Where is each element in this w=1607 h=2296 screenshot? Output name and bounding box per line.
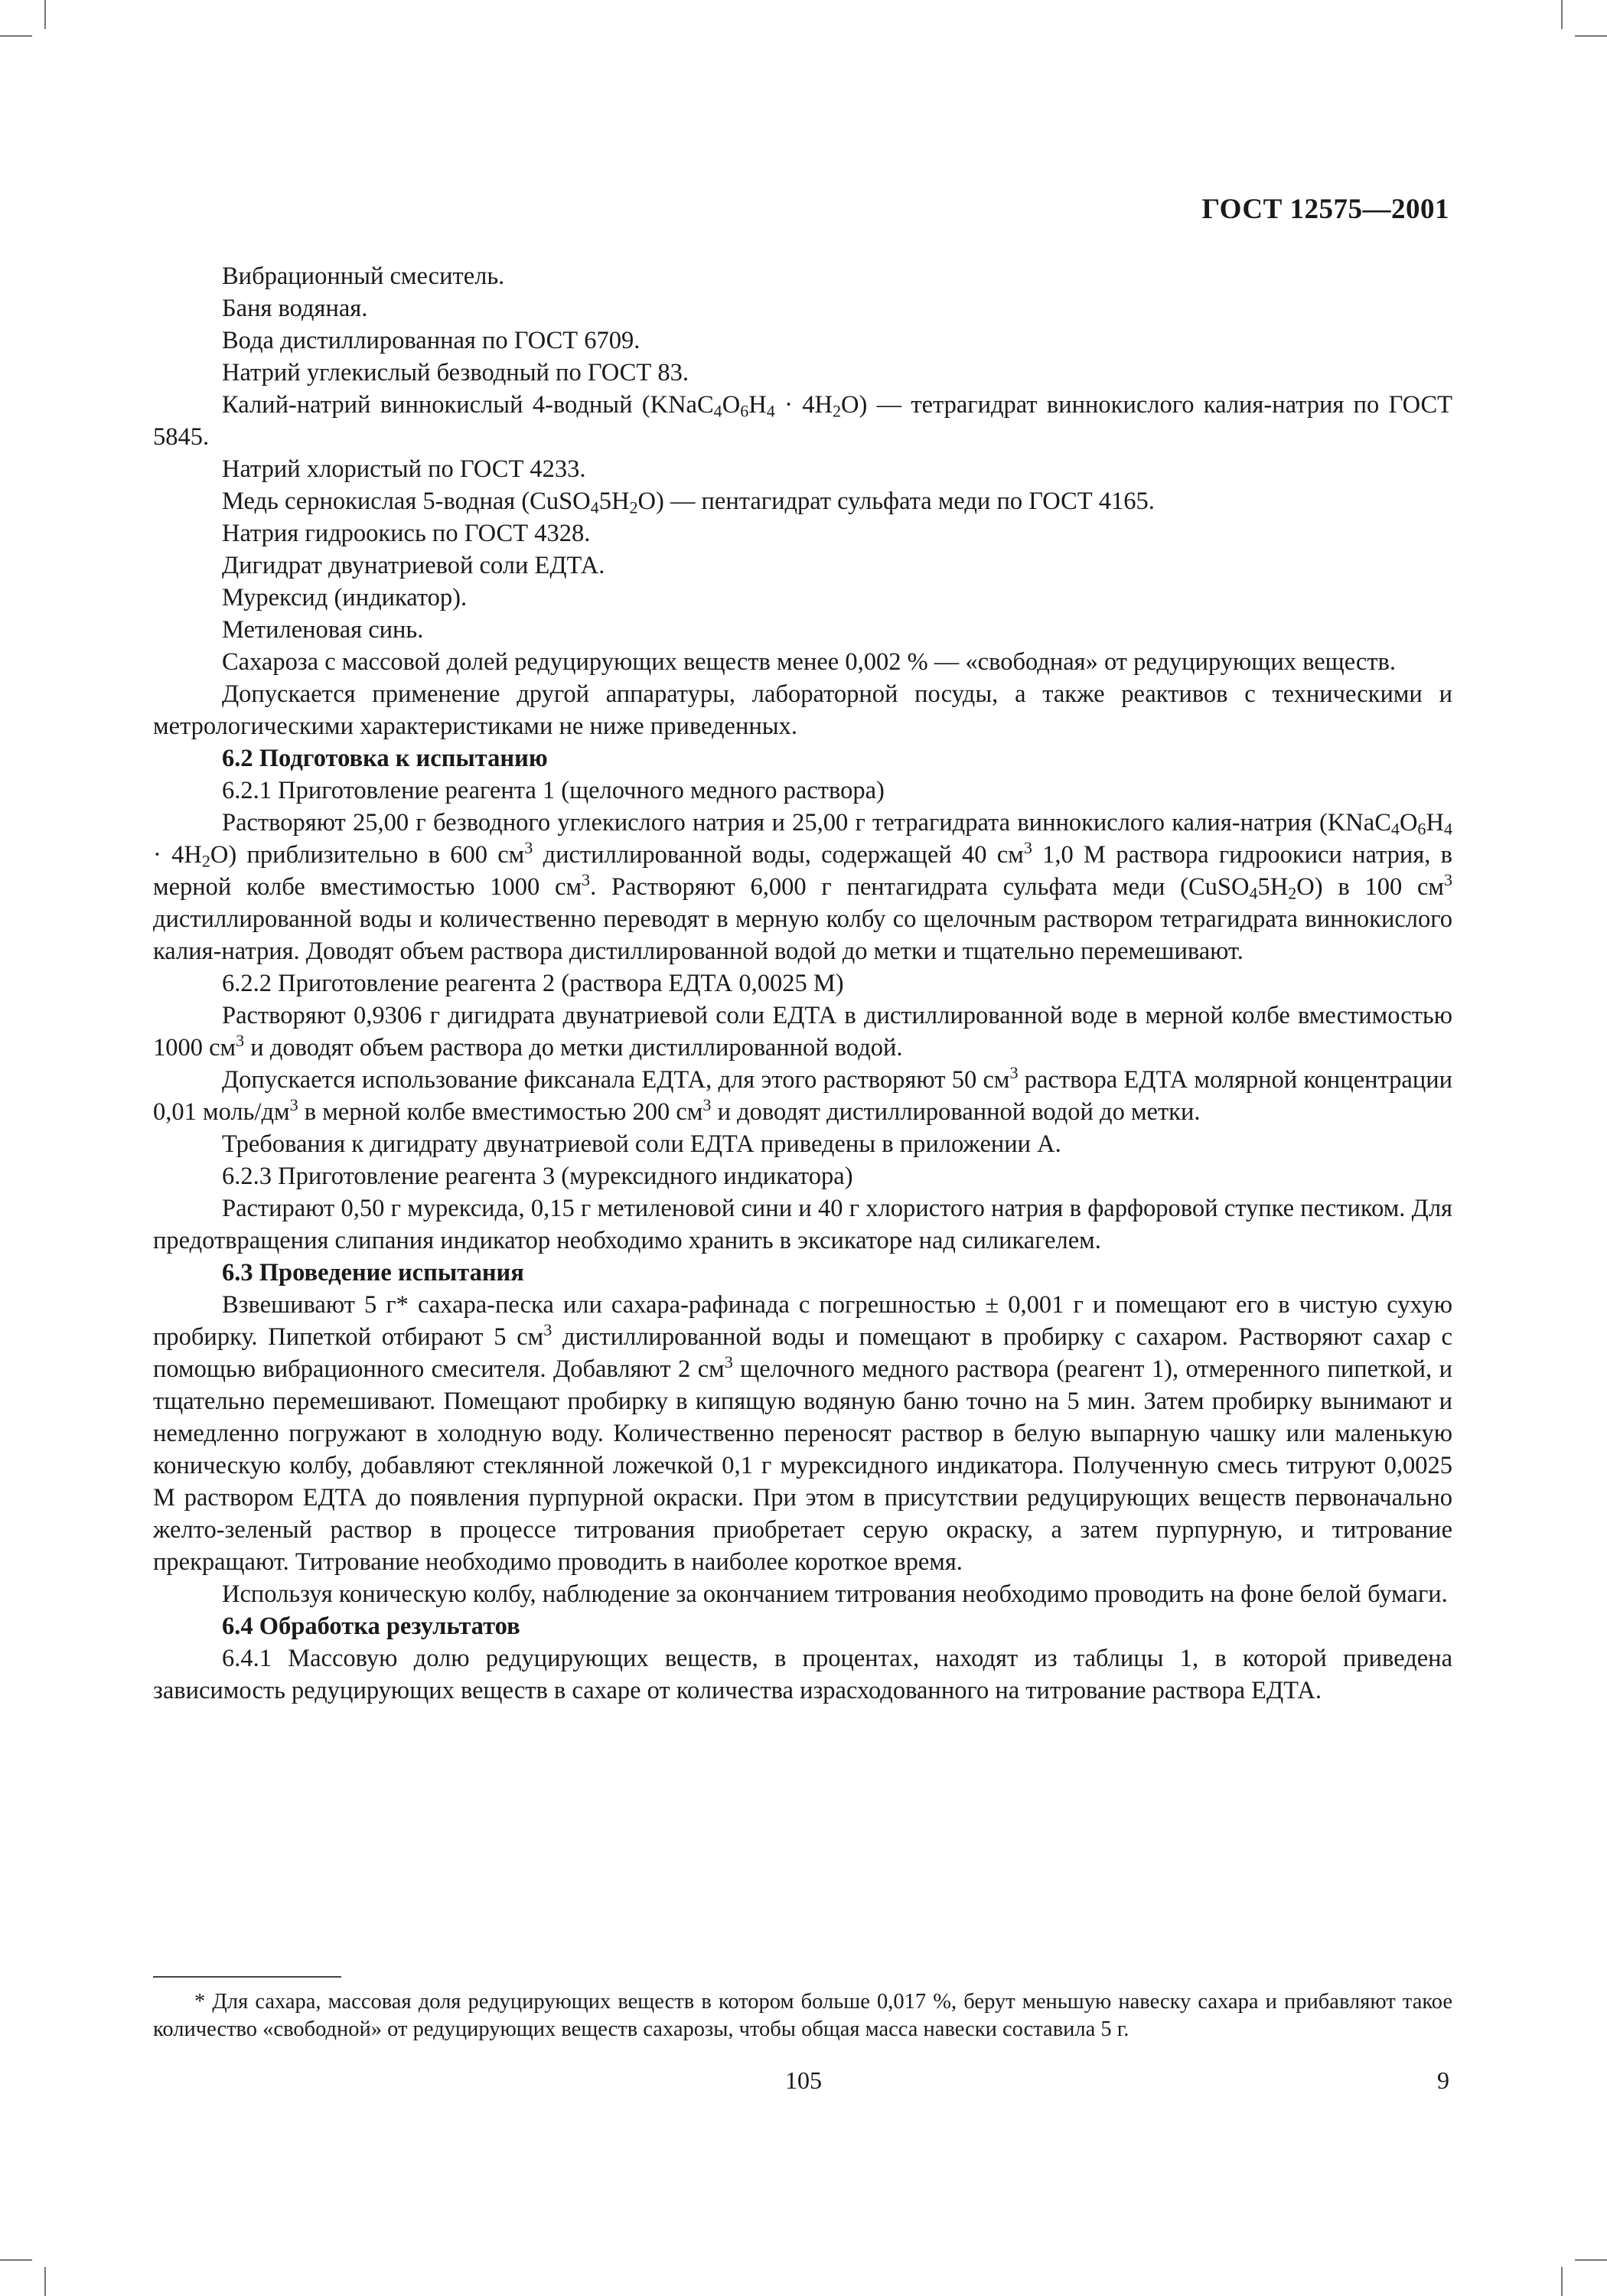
paragraph: Взвешивают 5 г* сахара-песка или сахара-рафинада с погрешностью ± 0,001 г и помещают его в чистую сухую пробирку. Пипеткой отбирают 5 $см^3$ дистиллированной воды и помещают в пробирку с сахаром. Растворяют сахар с помощью вибрационного смесителя. Добавляют 2 $см^3$ щелочного медного раствора (реагент 1), отмеренного пипеткой, и тщательно перемешивают. Помещают пробирку в кипящую водяную баню точно на 5 мин. Затем пробирку вынимают и немедленно погружают в холодную воду. Количественно переносят раствор в белую выпарную чашку или маленькую коническую колбу, добавляют стеклянной ложечкой 0,1 г мурексидного индикатора. Полученную смесь титруют 0,0025 М раствором ЕДТА до появления пурпурной окраски. При этом в присутствии редуцирующих веществ первоначально желто-зеленый раствор в процессе титрования приобретает серую окраску, а затем пурпурную, и титрование прекращают. Титрование необходимо проводить в наиболее короткое время.: [153, 1291, 1452, 1576]
crop-mark: [1575, 35, 1607, 37]
list-item: Мурексид (индикатор).: [222, 584, 468, 612]
subsection-title: 6.2.2 Приготовление реагента 2 (раствора ЕДТА 0,0025 М): [222, 970, 844, 997]
paragraph: Допускается использование фиксанала ЕДТА, для этого растворяют 50 $см^3$ раствора ЕДТА молярной концентрации 0,01 моль/$дм^3$ в мерной колбе вместимостью 200 $см^3$ и доводят дистиллированной водой до метки.: [153, 1062, 1452, 1126]
list-item: Медь сернокислая 5-водная $(CuSO_45H_2O)$ — пентагидрат сульфата меди по ГОСТ 4165.: [222, 488, 1155, 517]
crop-mark: [44, 2267, 46, 2296]
list-item: Дигидрат двунатриевой соли ЕДТА.: [222, 552, 605, 579]
footnote-divider: [153, 1976, 341, 1978]
paragraph: 6.4.1 Массовую долю редуцирующих веществ, в процентах, находят из таблицы 1, в которой приведена зависимость редуцирующих веществ в сахаре от количества израсходованного на титрование раствора ЕДТА.: [153, 1645, 1452, 1704]
section-heading: 6.3 Проведение испытания: [222, 1259, 524, 1287]
paragraph: Требования к дигидрату двунатриевой соли ЕДТА приведены в приложении А.: [222, 1130, 1061, 1158]
section-heading: 6.4 Обработка результатов: [222, 1613, 520, 1640]
crop-mark: [1575, 2259, 1607, 2261]
list-item: Натрия гидроокись по ГОСТ 4328.: [222, 520, 591, 547]
paragraph: Растворяют 25,00 г безводного углекислого натрия и 25,00 г тетрагидрата виннокислого калия-натрия $(KNaC_4O_6H_4 \cdot 4H_2O)$ приблизительно в 600 $см^3$ дистиллированной воды, содержащей 40 $см^3$ 1,0 М раствора гидроокиси натрия, в мерной колбе вместимостью 1000 $см^3$. Растворяют 6,000 г пентагидрата сульфата меди $(CuSO_45H_2O)$ в 100 $см^3$ дистиллированной воды и количественно переводят в мерную колбу со щелочным раствором тетрагидрата виннокислого калия-натрия. Доводят объем раствора дистиллированной водой до метки и тщательно перемешивают.: [153, 809, 1453, 965]
subsection-title: 6.2.1 Приготовление реагента 1 (щелочного медного раствора): [222, 777, 885, 804]
paragraph: Сахароза с массовой долей редуцирующих веществ менее 0,002 % — «свободная» от редуцирующих веществ.: [222, 648, 1397, 676]
list-item: Баня водяная.: [222, 295, 368, 322]
crop-mark: [1561, 2267, 1563, 2296]
page-body: [153, 260, 1452, 1707]
list-item: Метиленовая синь.: [222, 616, 424, 644]
crop-mark: [0, 35, 32, 37]
page-number-center: 105: [785, 2066, 822, 2094]
paragraph: Растирают 0,50 г мурексида, 0,15 г метиленовой сини и 40 г хлористого натрия в фарфоровой ступке пестиком. Для предотвращения слипания индикатор необходимо хранить в эксикаторе над силикагелем.: [153, 1195, 1452, 1254]
paragraph: Допускается применение другой аппаратуры, лабораторной посуды, а также реактивов с техническими и метрологическими характеристиками не ниже приведенных.: [153, 680, 1452, 740]
list-item: Вода дистиллированная по ГОСТ 6709.: [222, 327, 641, 354]
footnote: [153, 1988, 1452, 2043]
document-code: ГОСТ 12575—2001: [1201, 194, 1449, 225]
subsection-title: 6.2.3 Приготовление реагента 3 (мурексидного индикатора): [222, 1163, 853, 1190]
crop-mark: [0, 2259, 32, 2261]
crop-mark: [44, 0, 46, 29]
list-item: Калий-натрий виннокислый 4-водный $(KNaC_4O_6H_4 \cdot 4H_2O)$ — тетрагидрат виннокислого калия-натрия по ГОСТ 5845.: [153, 391, 1452, 451]
list-item: Вибрационный смеситель.: [222, 263, 505, 290]
paragraph: Используя коническую колбу, наблюдение за окончанием титрования необходимо проводить на фоне белой бумаги.: [222, 1580, 1448, 1608]
page-number-right: 9: [1437, 2066, 1449, 2094]
crop-mark: [1561, 0, 1563, 29]
list-item: Натрий углекислый безводный по ГОСТ 83.: [222, 359, 689, 386]
paragraph: Растворяют 0,9306 г дигидрата двунатриевой соли ЕДТА в дистиллированной воде в мерной колбе вместимостью 1000 $см^3$ и доводят объем раствора до метки дистиллированной водой.: [153, 1002, 1452, 1062]
section-heading: 6.2 Подготовка к испытанию: [222, 745, 548, 772]
footnote-text: * Для сахара, массовая доля редуцирующих веществ в котором больше 0,017 %, берут меньшую навеску сахара и прибавляют такое количество «свободной» от редуцирующих веществ сахарозы, чтобы общая масса навески составила 5 г.: [153, 1990, 1452, 2041]
list-item: Натрий хлористый по ГОСТ 4233.: [222, 455, 586, 483]
